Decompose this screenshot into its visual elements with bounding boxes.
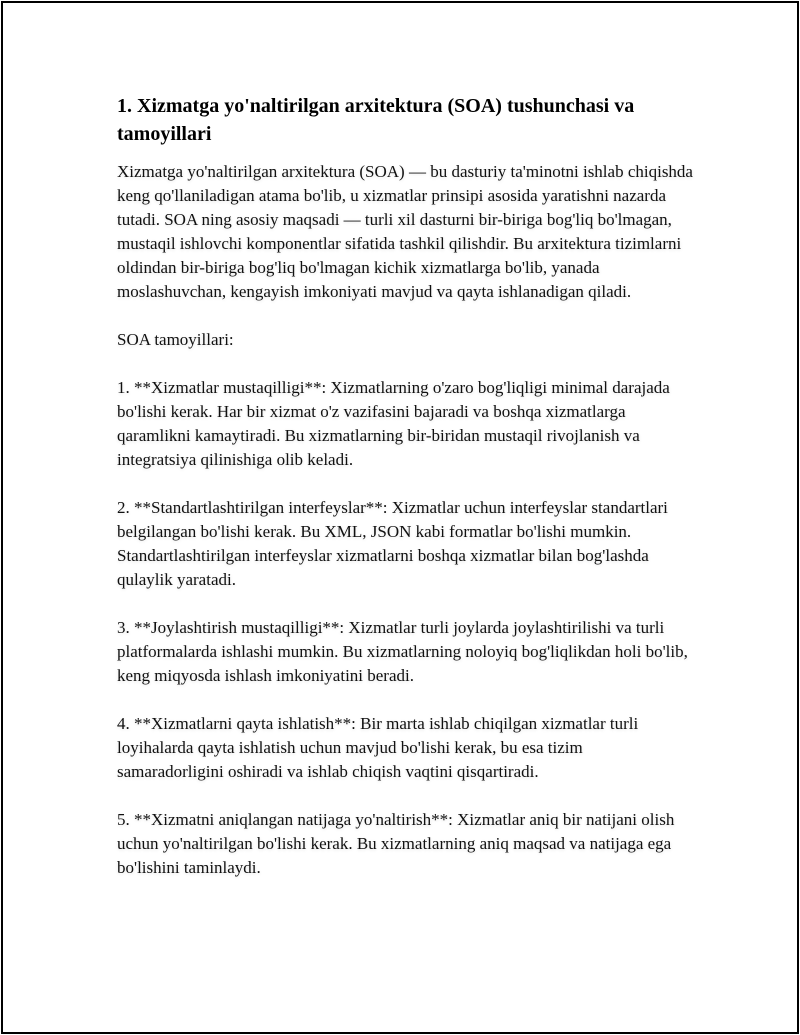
principle-item-4: 4. **Xizmatlarni qayta ishlatish**: Bir marta ishlab chiqilgan xizmatlar turli loyihalarda qayta ishlatish uchun mavjud bo'lishi kerak, bu esa tizim samaradorligini oshiradi va ishlab chiqish vaqtini qisqartiradi. — [117, 714, 639, 781]
intro-paragraph: Xizmatga yo'naltirilgan arxitektura (SOA) — bu dasturiy ta'minotni ishlab chiqishda keng qo'llaniladigan atama bo'lib, u xizmatlar prinsipi asosida yaratishni nazarda tutadi. SOA ning asosiy maqsadi — turli xil dasturni bir-biriga bog'liq bo'lmagan, mustaqil ishlovchi komponentlar sifatida tashkil qilishdir. Bu arxitektura tizimlarni oldindan bir-biriga bog'liq bo'lmagan kichik xizmatlarga bo'lib, yanada moslashuvchan, kengayish imkoniyati mavjud va qayta ishlanadigan qiladi. — [117, 162, 693, 301]
document-body — [117, 92, 693, 880]
section-heading: 1. Xizmatga yo'naltirilgan arxitektura (SOA) tushunchasi va tamoyillari — [117, 95, 635, 145]
principle-item-5: 5. **Xizmatni aniqlangan natijaga yo'naltirish**: Xizmatlar aniq bir natijani olish uchun yo'naltirilgan bo'lishi kerak. Bu xizmatlarning aniq maqsad va natijaga ega bo'lishini taminlaydi. — [117, 810, 675, 877]
principle-item-3: 3. **Joylashtirish mustaqilligi**: Xizmatlar turli joylarda joylashtirilishi va turli platformalarda ishlashi mumkin. Bu xizmatlarning noloyiq bog'liqlikdan holi bo'lib, keng miqyosda ishlash imkoniyatini beradi. — [117, 618, 688, 685]
principle-item-2: 2. **Standartlashtirilgan interfeyslar**: Xizmatlar uchun interfeyslar standartlari belgilangan bo'lishi kerak. Bu XML, JSON kabi formatlar bo'lishi mumkin. Standartlashtirilgan interfeyslar xizmatlarni boshqa xizmatlar bilan bog'lashda qulaylik yaratadi. — [117, 498, 668, 589]
principles-label: SOA tamoyillari: — [117, 330, 234, 349]
principle-item-1: 1. **Xizmatlar mustaqilligi**: Xizmatlarning o'zaro bog'liqligi minimal darajada bo'lishi kerak. Har bir xizmat o'z vazifasini bajaradi va boshqa xizmatlarga qaramlikni kamaytiradi. Bu xizmatlarning bir-biridan mustaqil rivojlanish va integratsiya qilinishiga olib keladi. — [117, 378, 670, 469]
